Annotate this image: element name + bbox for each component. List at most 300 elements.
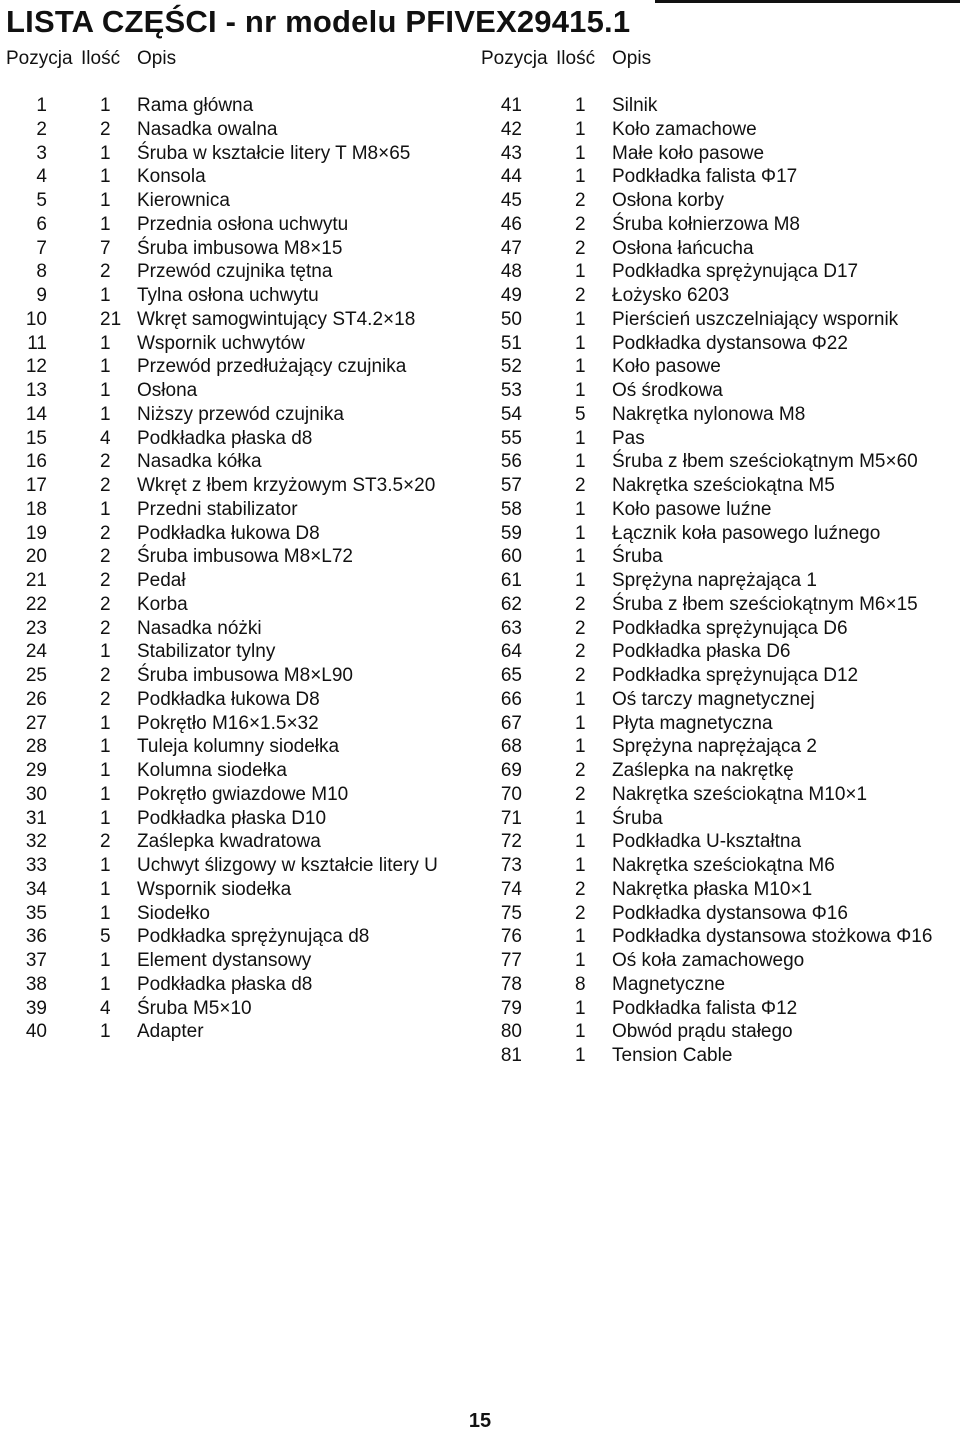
parts-row <box>7 403 467 427</box>
part-number: 17 <box>25 475 47 496</box>
parts-row <box>482 308 952 332</box>
part-description: Śruba <box>612 546 663 568</box>
parts-row <box>482 759 952 783</box>
part-description: Oś tarczy magnetycznej <box>612 688 815 710</box>
part-number: 45 <box>500 190 522 211</box>
parts-row <box>7 308 467 332</box>
part-number: 47 <box>500 237 522 259</box>
part-quantity: 1 <box>100 285 111 306</box>
part-quantity: 1 <box>100 190 111 211</box>
parts-row <box>482 664 952 688</box>
part-description: Podkładka falista Φ12 <box>612 997 798 1019</box>
part-number: 71 <box>500 807 522 829</box>
parts-row <box>482 854 952 878</box>
part-quantity: 1 <box>100 855 111 876</box>
parts-row <box>7 688 467 712</box>
part-quantity: 1 <box>575 380 586 401</box>
part-description: Magnetyczne <box>612 973 726 995</box>
page-number: 15 <box>468 1410 492 1432</box>
part-number: 57 <box>500 475 522 496</box>
part-number: 41 <box>500 95 522 116</box>
part-description: Nasadka kółka <box>137 451 262 473</box>
part-number: 62 <box>500 593 522 615</box>
part-description: Podkładka U-kształtna <box>612 831 802 853</box>
parts-row <box>7 474 467 498</box>
parts-row <box>482 284 952 308</box>
part-number: 81 <box>500 1045 522 1066</box>
part-description: Podkładka sprężynująca d8 <box>137 926 370 948</box>
parts-row <box>482 142 952 166</box>
part-quantity: 5 <box>575 403 586 425</box>
part-quantity: 2 <box>575 593 586 615</box>
part-number: 40 <box>25 1021 47 1043</box>
part-description: Nakrętka sześciokątna M6 <box>612 855 835 876</box>
part-quantity: 1 <box>100 878 111 900</box>
part-description: Pas <box>612 427 645 449</box>
part-quantity: 1 <box>575 261 586 283</box>
parts-row <box>482 949 952 973</box>
part-quantity: 2 <box>575 641 586 663</box>
part-number: 38 <box>25 973 47 995</box>
parts-row <box>7 213 467 237</box>
part-number: 63 <box>500 617 522 639</box>
part-description: Śruba M5×10 <box>137 997 252 1019</box>
parts-row <box>7 427 467 451</box>
part-description: Kolumna siodełka <box>137 760 287 781</box>
part-description: Podkładka płaska d8 <box>137 427 313 449</box>
part-number: 14 <box>25 403 47 425</box>
part-description: Nakrętka sześciokątna M5 <box>612 475 835 496</box>
parts-row <box>482 830 952 854</box>
parts-row <box>482 1044 952 1068</box>
part-quantity: 1 <box>575 498 586 520</box>
part-description: Wspornik siodełka <box>137 878 292 900</box>
part-quantity: 1 <box>100 973 111 995</box>
part-description: Tylna osłona uchwytu <box>137 285 319 306</box>
part-quantity: 1 <box>100 736 111 758</box>
part-quantity: 1 <box>575 332 586 354</box>
part-quantity: 2 <box>575 665 586 686</box>
part-description: Nakrętka płaska M10×1 <box>612 878 813 900</box>
part-description: Osłona korby <box>612 190 724 211</box>
part-description: Łącznik koła pasowego luźnego <box>612 522 881 544</box>
part-quantity: 1 <box>575 142 586 164</box>
parts-row <box>482 807 952 831</box>
parts-row <box>7 94 467 118</box>
parts-row <box>7 237 467 261</box>
parts-row <box>7 260 467 284</box>
parts-row <box>482 1020 952 1044</box>
parts-row <box>482 237 952 261</box>
part-number: 11 <box>27 332 47 354</box>
part-description: Obwód prądu stałego <box>612 1021 793 1043</box>
parts-row <box>7 118 467 142</box>
parts-row <box>482 332 952 356</box>
part-number: 20 <box>25 546 47 568</box>
part-quantity: 21 <box>100 308 122 330</box>
part-quantity: 8 <box>575 973 586 995</box>
parts-row <box>7 640 467 664</box>
part-number: 4 <box>36 166 47 188</box>
parts-row <box>482 355 952 379</box>
part-number: 68 <box>500 736 522 758</box>
parts-row <box>7 1020 467 1044</box>
part-description: Korba <box>137 593 188 615</box>
header-position-left: Pozycja <box>6 48 73 69</box>
part-quantity: 2 <box>100 665 111 686</box>
part-description: Podkładka łukowa D8 <box>137 522 320 544</box>
part-number: 15 <box>25 427 47 449</box>
part-description: Koło pasowe luźne <box>612 498 772 520</box>
part-description: Osłona łańcucha <box>612 237 754 259</box>
page-title: LISTA CZĘŚCI - nr modelu PFIVEX29415.1 <box>6 4 631 39</box>
part-quantity: 2 <box>100 546 111 568</box>
part-number: 7 <box>36 237 47 259</box>
part-number: 33 <box>25 855 47 876</box>
part-number: 72 <box>500 831 522 853</box>
part-quantity: 2 <box>575 237 586 259</box>
header-position-right: Pozycja <box>481 48 548 69</box>
part-quantity: 1 <box>100 498 111 520</box>
part-description: Tension Cable <box>612 1045 733 1066</box>
part-quantity: 1 <box>100 712 111 734</box>
part-number: 35 <box>25 902 47 924</box>
parts-row <box>7 142 467 166</box>
parts-row <box>482 165 952 189</box>
header-desc-left: Opis <box>137 48 177 69</box>
part-description: Podkładka łukowa D8 <box>137 688 320 710</box>
part-description: Oś koła zamachowego <box>612 950 805 971</box>
part-description: Podkładka sprężynująca D17 <box>612 261 859 283</box>
part-number: 12 <box>25 356 47 378</box>
part-quantity: 1 <box>575 95 586 116</box>
part-number: 2 <box>36 118 47 140</box>
part-description: Kierownica <box>137 190 230 211</box>
part-description: Rama główna <box>137 95 254 116</box>
parts-row <box>482 498 952 522</box>
parts-row <box>7 355 467 379</box>
part-number: 54 <box>500 403 522 425</box>
part-number: 76 <box>500 926 522 948</box>
part-description: Silnik <box>612 95 658 116</box>
part-number: 44 <box>500 166 522 188</box>
part-quantity: 2 <box>575 760 586 781</box>
part-description: Uchwyt ślizgowy w kształcie litery U <box>137 855 438 876</box>
part-description: Nakrętka nylonowa M8 <box>612 403 806 425</box>
part-description: Łożysko 6203 <box>612 285 730 306</box>
parts-row <box>482 902 952 926</box>
part-number: 31 <box>25 807 47 829</box>
part-number: 24 <box>25 641 47 663</box>
parts-list-left <box>7 94 467 1044</box>
part-quantity: 2 <box>575 878 586 900</box>
part-quantity: 2 <box>100 570 111 591</box>
parts-row <box>482 735 952 759</box>
parts-row <box>482 640 952 664</box>
parts-row <box>482 522 952 546</box>
part-number: 26 <box>25 688 47 710</box>
part-description: Podkładka sprężynująca D12 <box>612 665 859 686</box>
part-number: 36 <box>25 926 47 948</box>
part-description: Przewód przedłużający czujnika <box>137 356 407 378</box>
part-number: 78 <box>500 973 522 995</box>
part-quantity: 1 <box>575 736 586 758</box>
part-quantity: 1 <box>575 1021 586 1043</box>
parts-row <box>7 284 467 308</box>
parts-row <box>7 878 467 902</box>
part-description: Śruba <box>612 807 663 829</box>
top-rule <box>655 0 960 3</box>
part-number: 25 <box>25 665 47 686</box>
parts-row <box>482 403 952 427</box>
parts-row <box>7 973 467 997</box>
part-number: 9 <box>36 285 47 306</box>
part-quantity: 1 <box>100 166 111 188</box>
part-quantity: 1 <box>100 142 111 164</box>
part-description: Siodełko <box>137 902 210 924</box>
part-number: 70 <box>500 783 522 805</box>
part-description: Element dystansowy <box>137 950 312 971</box>
part-quantity: 1 <box>100 641 111 663</box>
part-number: 37 <box>25 950 47 971</box>
part-quantity: 4 <box>100 997 111 1019</box>
parts-row <box>7 783 467 807</box>
part-quantity: 1 <box>575 950 586 971</box>
part-number: 22 <box>25 593 47 615</box>
part-description: Podkładka falista Φ17 <box>612 166 798 188</box>
part-number: 80 <box>500 1021 522 1043</box>
part-description: Oś środkowa <box>612 380 723 401</box>
part-description: Osłona <box>137 380 198 401</box>
parts-row <box>482 712 952 736</box>
parts-row <box>482 973 952 997</box>
part-quantity: 1 <box>575 807 586 829</box>
part-quantity: 1 <box>575 166 586 188</box>
part-quantity: 1 <box>575 118 586 140</box>
part-quantity: 2 <box>100 593 111 615</box>
part-number: 65 <box>500 665 522 686</box>
parts-row <box>7 925 467 949</box>
part-number: 13 <box>25 380 47 401</box>
parts-row <box>7 949 467 973</box>
part-number: 8 <box>36 261 47 283</box>
part-description: Stabilizator tylny <box>137 641 276 663</box>
part-number: 69 <box>500 760 522 781</box>
part-quantity: 2 <box>575 902 586 924</box>
parts-row <box>7 735 467 759</box>
part-quantity: 1 <box>575 308 586 330</box>
part-number: 23 <box>25 617 47 639</box>
part-quantity: 5 <box>100 926 111 948</box>
part-description: Podkładka płaska D6 <box>612 641 791 663</box>
part-quantity: 1 <box>100 950 111 971</box>
part-description: Konsola <box>137 166 206 188</box>
parts-row <box>482 783 952 807</box>
part-number: 53 <box>500 380 522 401</box>
header-qty-right: Ilość <box>556 48 596 69</box>
part-description: Podkładka dystansowa Φ22 <box>612 332 848 354</box>
part-quantity: 1 <box>575 855 586 876</box>
parts-row <box>7 593 467 617</box>
part-description: Sprężyna naprężająca 1 <box>612 570 817 591</box>
header-qty-left: Ilość <box>81 48 121 69</box>
parts-row <box>7 332 467 356</box>
parts-row <box>7 664 467 688</box>
parts-row <box>7 165 467 189</box>
part-description: Pierścień uszczelniający wspornik <box>612 308 899 330</box>
parts-row <box>482 593 952 617</box>
part-number: 73 <box>500 855 522 876</box>
parts-row <box>482 688 952 712</box>
part-quantity: 1 <box>100 403 111 425</box>
part-number: 5 <box>36 190 47 211</box>
part-description: Nasadka nóżki <box>137 617 262 639</box>
part-number: 29 <box>25 760 47 781</box>
part-description: Podkładka dystansowa Φ16 <box>612 902 848 924</box>
part-quantity: 1 <box>575 522 586 544</box>
part-description: Pokrętło gwiazdowe M10 <box>137 783 349 805</box>
part-quantity: 1 <box>100 356 111 378</box>
part-number: 79 <box>500 997 522 1019</box>
part-description: Wkręt z łbem krzyżowym ST3.5×20 <box>137 475 436 496</box>
part-description: Śruba imbusowa M8×L72 <box>137 546 353 568</box>
part-number: 61 <box>500 570 522 591</box>
part-description: Przednia osłona uchwytu <box>137 213 349 235</box>
parts-list-right <box>482 94 952 1068</box>
part-number: 27 <box>25 712 47 734</box>
part-quantity: 1 <box>575 1045 586 1066</box>
part-number: 51 <box>500 332 522 354</box>
parts-row <box>7 712 467 736</box>
parts-row <box>7 498 467 522</box>
part-number: 3 <box>36 142 47 164</box>
part-number: 77 <box>500 950 522 971</box>
part-description: Adapter <box>137 1021 204 1043</box>
part-description: Śruba kołnierzowa M8 <box>612 213 800 235</box>
part-number: 30 <box>25 783 47 805</box>
part-quantity: 1 <box>100 902 111 924</box>
part-number: 75 <box>500 902 522 924</box>
parts-row <box>482 118 952 142</box>
part-quantity: 2 <box>100 118 111 140</box>
part-description: Małe koło pasowe <box>612 142 765 164</box>
part-number: 6 <box>36 213 47 235</box>
part-description: Podkładka sprężynująca D6 <box>612 617 848 639</box>
part-number: 42 <box>500 118 522 140</box>
part-quantity: 1 <box>575 356 586 378</box>
parts-row <box>482 617 952 641</box>
parts-row <box>7 189 467 213</box>
part-description: Zaślepka kwadratowa <box>137 831 321 853</box>
part-description: Wkręt samogwintujący ST4.2×18 <box>137 308 416 330</box>
part-quantity: 4 <box>100 427 111 449</box>
part-description: Koło zamachowe <box>612 118 757 140</box>
part-quantity: 2 <box>100 688 111 710</box>
part-description: Wspornik uchwytów <box>137 332 305 354</box>
part-description: Śruba z łbem sześciokątnym M5×60 <box>612 451 918 473</box>
part-description: Śruba z łbem sześciokątnym M6×15 <box>612 593 918 615</box>
part-number: 43 <box>500 142 522 164</box>
part-quantity: 2 <box>575 190 586 211</box>
part-quantity: 1 <box>575 688 586 710</box>
part-number: 16 <box>25 451 47 473</box>
part-description: Zaślepka na nakrętkę <box>612 760 794 781</box>
part-quantity: 1 <box>100 1021 111 1043</box>
part-quantity: 2 <box>100 831 111 853</box>
part-number: 39 <box>25 997 47 1019</box>
part-number: 21 <box>25 570 47 591</box>
parts-row <box>482 379 952 403</box>
parts-row <box>7 997 467 1021</box>
part-number: 55 <box>500 427 522 449</box>
part-quantity: 1 <box>100 380 111 401</box>
part-number: 50 <box>500 308 522 330</box>
part-quantity: 1 <box>100 760 111 781</box>
parts-row <box>7 807 467 831</box>
parts-row <box>7 450 467 474</box>
part-quantity: 1 <box>575 427 586 449</box>
part-description: Śruba imbusowa M8×L90 <box>137 665 353 686</box>
part-number: 34 <box>25 878 47 900</box>
parts-row <box>7 617 467 641</box>
parts-row <box>7 379 467 403</box>
parts-row <box>482 545 952 569</box>
part-quantity: 7 <box>100 237 111 259</box>
part-number: 66 <box>500 688 522 710</box>
part-number: 19 <box>25 522 47 544</box>
part-description: Nakrętka sześciokątna M10×1 <box>612 783 868 805</box>
part-quantity: 2 <box>575 783 586 805</box>
part-quantity: 2 <box>575 475 586 496</box>
part-quantity: 1 <box>100 213 111 235</box>
part-number: 28 <box>25 736 47 758</box>
part-description: Sprężyna naprężająca 2 <box>612 736 817 758</box>
part-quantity: 1 <box>575 712 586 734</box>
part-number: 74 <box>500 878 522 900</box>
part-description: Śruba imbusowa M8×15 <box>137 237 343 259</box>
part-description: Nasadka owalna <box>137 118 278 140</box>
part-quantity: 2 <box>575 285 586 306</box>
part-quantity: 2 <box>100 522 111 544</box>
part-number: 67 <box>500 712 522 734</box>
part-quantity: 2 <box>100 617 111 639</box>
part-number: 10 <box>25 308 47 330</box>
part-number: 59 <box>500 522 522 544</box>
parts-row <box>482 94 952 118</box>
parts-row <box>7 522 467 546</box>
parts-row <box>7 854 467 878</box>
part-quantity: 1 <box>575 831 586 853</box>
parts-row <box>482 213 952 237</box>
part-number: 56 <box>500 451 522 473</box>
part-number: 32 <box>25 831 47 853</box>
part-description: Podkładka dystansowa stożkowa Φ16 <box>612 926 933 948</box>
part-description: Podkładka płaska d8 <box>137 973 313 995</box>
parts-row <box>482 569 952 593</box>
parts-row <box>7 830 467 854</box>
part-quantity: 1 <box>575 451 586 473</box>
parts-row <box>482 189 952 213</box>
parts-row <box>7 759 467 783</box>
part-number: 64 <box>500 641 522 663</box>
part-quantity: 2 <box>100 475 111 496</box>
part-description: Podkładka płaska D10 <box>137 807 327 829</box>
part-number: 58 <box>500 498 522 520</box>
part-description: Koło pasowe <box>612 356 721 378</box>
part-description: Przedni stabilizator <box>137 498 298 520</box>
part-number: 1 <box>36 95 47 116</box>
part-description: Niższy przewód czujnika <box>137 403 344 425</box>
